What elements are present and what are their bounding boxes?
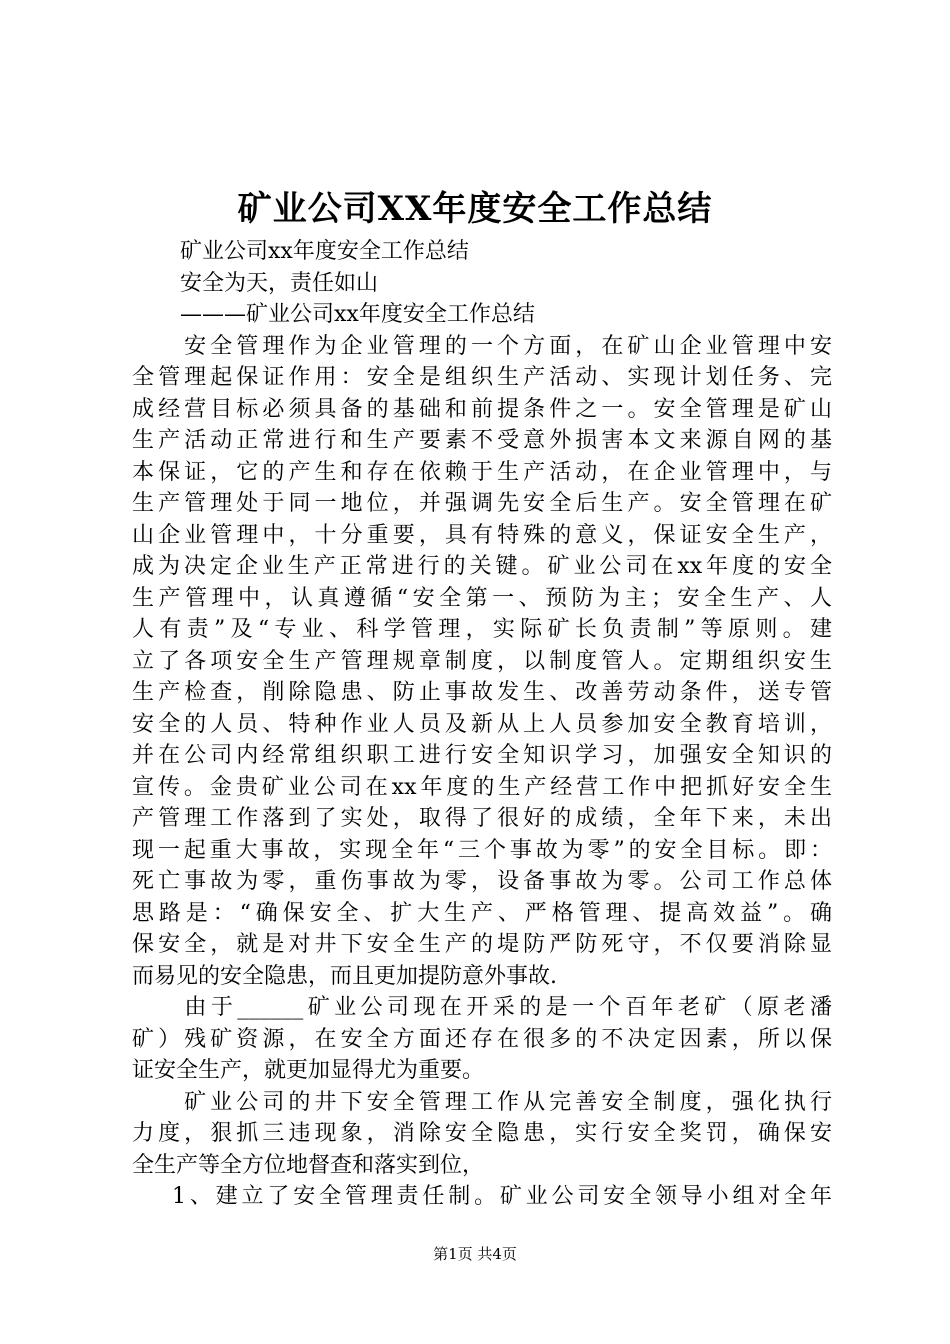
body-line: 力度，狠抓三违现象，消除安全隐患，实行安全奖罚，确保安 [132, 1121, 832, 1146]
body-line: 生产管理处于同一地位，并强调先安全后生产。安全管理在矿 [132, 491, 832, 516]
body-line: 全管理起保证作用：安全是组织生产活动、实现计划任务、完 [132, 365, 832, 390]
body-line: 本保证，它的产生和存在依赖于生产活动，在企业管理中，与 [132, 459, 832, 485]
body-line: 矿）残矿资源，在安全方面还存在很多的不决定因素，所以保 [132, 1026, 832, 1052]
body-line: 生产检查，削除隐患、防止事故发生、改善劳动条件，送专管 [132, 680, 832, 705]
list-item-line: 1、建立了安全管理责任制。矿业公司安全领导小组对全年 [172, 1184, 832, 1209]
body-line: 安全的人员、特种作业人员及新从上人员参加安全教育培训， [132, 711, 832, 737]
body-line: 成为决定企业生产正常进行的关键。矿业公司在xx年度的安全 [132, 554, 832, 579]
body-line: 全生产等全方位地督查和落实到位， [132, 1152, 485, 1178]
body-line: 产管理工作落到了实处，取得了很好的成绩，全年下来，未出 [132, 806, 832, 831]
body-line: 矿业公司xx年度安全工作总结 [180, 239, 469, 264]
body-line: 山企业管理中，十分重要，具有特殊的意义，保证安全生产， [132, 522, 832, 548]
body-line: ———矿业公司xx年度安全工作总结 [180, 302, 535, 327]
paragraph-start-line: 安全管理作为企业管理的一个方面，在矿山企业管理中安 [180, 333, 832, 359]
body-line: 保安全，就是对井下安全生产的堤防严防死守，不仅要消除显 [132, 932, 832, 957]
document-title: 矿业公司XX年度安全工作总结 [237, 189, 713, 229]
body-line: 思路是：“确保安全、扩大生产、严格管理、提高效益”。确 [132, 900, 832, 926]
body-line: 并在公司内经常组织职工进行安全知识学习，加强安全知识的 [132, 743, 832, 768]
body-line: 生产管理中，认真遵循“安全第一、预防为主；安全生产、人 [132, 585, 832, 611]
body-line: 人有责”及“专业、科学管理，实际矿长负责制”等原则。建 [132, 617, 832, 642]
document-body [132, 236, 832, 1213]
body-line: 证安全生产，就更加显得尤为重要。 [132, 1058, 485, 1083]
body-line: 安全为天，责任如山 [180, 270, 379, 296]
page-footer: 第1页 共4页 [433, 1245, 517, 1263]
body-line: 生产活动正常进行和生产要素不受意外损害本文来源自网的基 [132, 428, 832, 453]
body-line: 立了各项安全生产管理规章制度，以制度管人。定期组织安生 [132, 648, 832, 674]
paragraph-start-line: 由于______矿业公司现在开采的是一个百年老矿（原老潘 [180, 995, 832, 1020]
body-line: 宣传。金贵矿业公司在xx年度的生产经营工作中把抓好安全生 [132, 774, 832, 800]
body-line: 死亡事故为零，重伤事故为零，设备事故为零。公司工作总体 [132, 869, 832, 894]
body-line: 成经营目标必须具备的基础和前提条件之一。安全管理是矿山 [132, 396, 832, 422]
paragraph-start-line: 矿业公司的井下安全管理工作从完善安全制度，强化执行 [180, 1089, 832, 1115]
body-line: 而易见的安全隐患，而且更加提防意外事故. [132, 963, 557, 989]
body-line: 现一起重大事故，实现全年“三个事故为零”的安全目标。即： [132, 837, 832, 863]
